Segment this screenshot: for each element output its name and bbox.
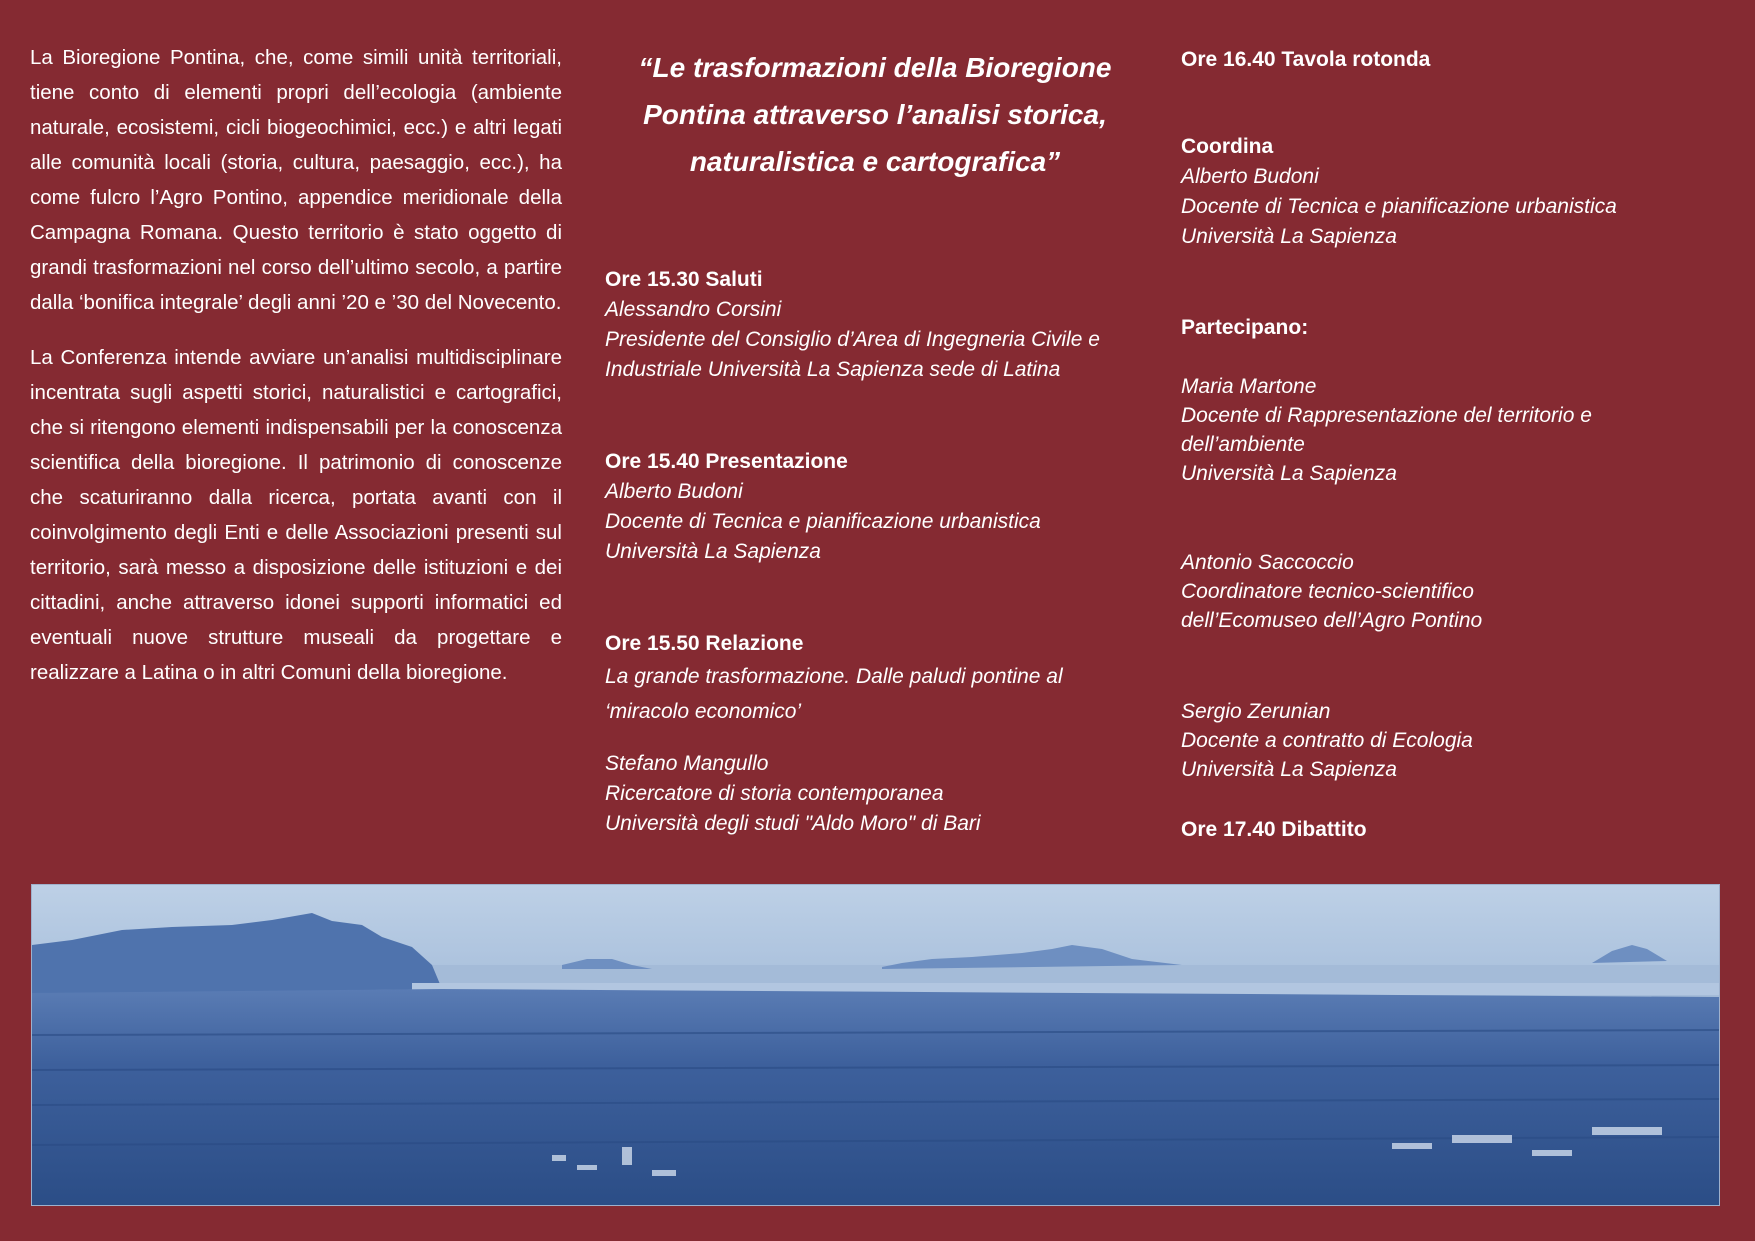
participant-1-affiliation: Università La Sapienza bbox=[1181, 462, 1397, 485]
relazione-topic-1: La grande trasformazione. Dalle paludi pontine al bbox=[605, 665, 1063, 688]
participant-3-name: Sergio Zerunian bbox=[1181, 700, 1331, 723]
participant-1 bbox=[1181, 372, 1726, 488]
relazione-speaker-role: Ricercatore di storia contemporanea bbox=[605, 782, 944, 805]
saluti-speaker-name: Alessandro Corsini bbox=[605, 298, 782, 321]
presentazione-speaker-name: Alberto Budoni bbox=[605, 480, 743, 503]
intro-column bbox=[30, 40, 562, 710]
coordinator-block bbox=[1181, 132, 1726, 252]
participant-3-affiliation: Università La Sapienza bbox=[1181, 758, 1397, 781]
relazione-speaker-affiliation: Università degli studi "Aldo Moro" di Bari bbox=[605, 812, 981, 835]
section-presentazione bbox=[605, 447, 1145, 567]
presentazione-speaker-affiliation: Università La Sapienza bbox=[605, 540, 821, 563]
coordinator-name: Alberto Budoni bbox=[1181, 165, 1319, 188]
participant-1-role-1: Docente di Rappresentazione del territorio e bbox=[1181, 404, 1592, 427]
saluti-speaker-role-2: Industriale Università La Sapienza sede di Latina bbox=[605, 358, 1061, 381]
coordinator-role: Docente di Tecnica e pianificazione urbanistica bbox=[1181, 195, 1617, 218]
participant-2-role-1: Coordinatore tecnico-scientifico bbox=[1181, 580, 1474, 603]
participant-2 bbox=[1181, 548, 1726, 635]
plain bbox=[32, 989, 1720, 1206]
roundtable-heading: Ore 16.40 Tavola rotonda bbox=[1181, 48, 1431, 71]
participant-3 bbox=[1181, 697, 1726, 784]
participant-2-name: Antonio Saccoccio bbox=[1181, 551, 1354, 574]
intro-paragraph-2: La Conferenza intende avviare un’analisi multidisciplinare incentrata sugli aspetti storici, naturalistici e cartografici, che si ritengono elementi indispensabili per la conoscenza scientifica della bioregione. Il patrimonio di conoscenze che scaturiranno dalla ricerca, portata avanti con il coinvolgimento degli Enti e delle Associazioni presenti sul territorio, sarà messo a disposizione delle istituzioni e dei cittadini, anche attraverso idonei supporti informatici ed eventuali nuove strutture museali da progettare e realizzare a Latina o in altri Comuni della bioregione. bbox=[30, 346, 562, 684]
section-relazione bbox=[605, 629, 1145, 839]
coordinator-affiliation: Università La Sapienza bbox=[1181, 225, 1397, 248]
saluti-speaker-role-1: Presidente del Consiglio d’Area di Ingegneria Civile e bbox=[605, 328, 1100, 351]
intro-paragraph-1: La Bioregione Pontina, che, come simili unità territoriali, tiene conto di elementi propri dell’ecologia (ambiente naturale, ecosistemi, cicli biogeochimici, ecc.) e altri legati alle comunità locali (storia, cultura, paesaggio, ecc.), ha come fulcro l’Agro Pontino, appendice meridionale della Campagna Romana. Questo territorio è stato oggetto di grandi trasformazioni nel corso dell’ultimo secolo, a partire dalla ‘bonifica integrale’ degli anni ’20 e ’30 del Novecento. bbox=[30, 46, 562, 314]
participant-1-role-2: dell’ambiente bbox=[1181, 433, 1305, 456]
presentazione-speaker-role: Docente di Tecnica e pianificazione urbanistica bbox=[605, 510, 1041, 533]
partecipano-label: Partecipano: bbox=[1181, 316, 1309, 339]
relazione-heading: Ore 15.50 Relazione bbox=[605, 632, 804, 655]
coordina-label: Coordina bbox=[1181, 135, 1274, 158]
landscape-photo-icon bbox=[32, 885, 1720, 1206]
conference-title: “Le trasformazioni della Bioregione Pontina attraverso l’analisi storica, naturalistica e cartografica” bbox=[638, 52, 1112, 177]
relazione-speaker-name: Stefano Mangullo bbox=[605, 752, 769, 775]
landscape-banner bbox=[31, 884, 1720, 1206]
participant-3-role: Docente a contratto di Ecologia bbox=[1181, 729, 1473, 752]
participant-2-role-2: dell’Ecomuseo dell’Agro Pontino bbox=[1181, 609, 1483, 632]
relazione-topic-2: ‘miracolo economico’ bbox=[605, 700, 802, 723]
participant-1-name: Maria Martone bbox=[1181, 375, 1317, 398]
program-column bbox=[605, 40, 1145, 840]
dibattito-heading: Ore 17.40 Dibattito bbox=[1181, 818, 1367, 841]
presentazione-heading: Ore 15.40 Presentazione bbox=[605, 450, 848, 473]
roundtable-column bbox=[1181, 40, 1726, 860]
section-saluti bbox=[605, 265, 1145, 385]
saluti-heading: Ore 15.30 Saluti bbox=[605, 268, 763, 291]
